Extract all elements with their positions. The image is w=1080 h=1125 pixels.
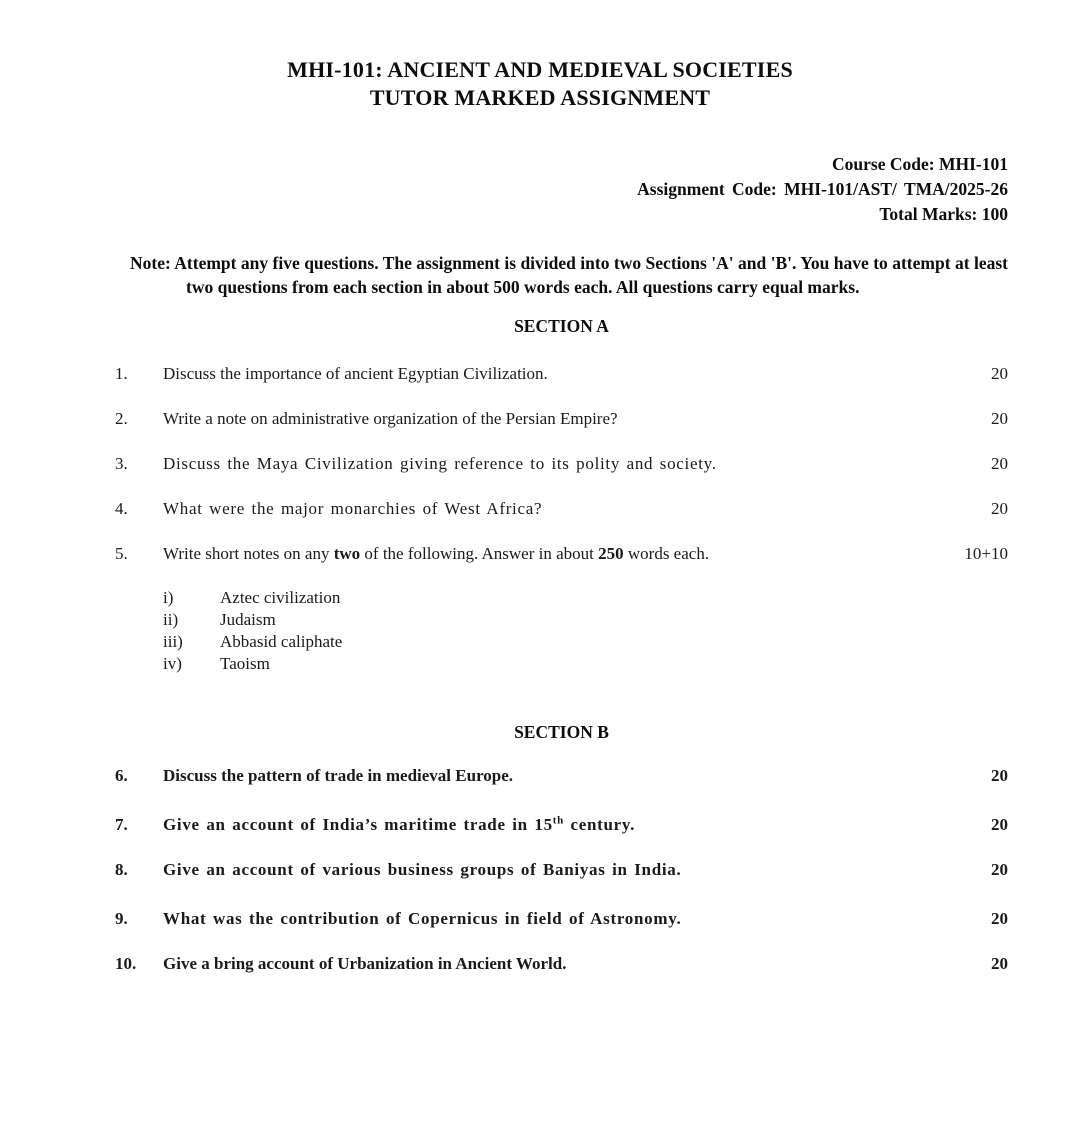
question-number: 1. [115, 363, 128, 383]
section-a-heading: SECTION A [514, 315, 609, 336]
question-row-3 [115, 452, 1008, 475]
question-marks: 20 [991, 765, 1008, 785]
question-text-part: words each. [623, 543, 710, 563]
question-row-2 [115, 407, 1008, 430]
question-number: 9. [115, 908, 128, 928]
question-row-4 [115, 497, 1008, 520]
subquestion-text: Abbasid caliphate [220, 631, 343, 651]
question-number: 8. [115, 859, 128, 879]
question-text-part: of the following. Answer in about [360, 543, 599, 563]
subquestion-row-ii [163, 609, 1008, 631]
question-number: 3. [115, 453, 128, 473]
note-label: Note: [130, 253, 171, 273]
question-text [163, 542, 950, 565]
subquestion-text: Taoism [220, 653, 270, 673]
question-text-part: Give an account of India’s maritime trade in 15 [163, 814, 553, 834]
question-marks: 20 [991, 453, 1008, 473]
question-5-sublist [163, 587, 1008, 675]
question-text: Discuss the Maya Civilization giving reference to its polity and society. [163, 453, 717, 473]
question-row-10 [115, 952, 1008, 975]
question-row-5 [115, 542, 1008, 565]
question-text: Give a bring account of Urbanization in Ancient World. [163, 953, 567, 973]
subquestion-row-iv [163, 653, 1008, 675]
question-number: 4. [115, 498, 128, 518]
question-marks: 20 [991, 908, 1008, 928]
question-text: Write a note on administrative organization of the Persian Empire? [163, 408, 618, 428]
subquestion-row-iii [163, 631, 1008, 653]
question-text-bold: two [333, 543, 361, 563]
question-text [163, 813, 950, 836]
question-marks: 10+10 [964, 543, 1008, 563]
note-paragraph [130, 251, 1008, 299]
question-number: 5. [115, 543, 128, 563]
subquestion-numeral: i) [163, 587, 174, 607]
meta-block [115, 152, 1008, 227]
question-marks: 20 [991, 498, 1008, 518]
question-row-8 [115, 858, 1008, 881]
section-b-heading: SECTION B [514, 721, 609, 742]
question-number: 6. [115, 765, 128, 785]
question-marks: 20 [991, 859, 1008, 879]
question-marks: 20 [991, 814, 1008, 834]
question-marks: 20 [991, 953, 1008, 973]
subquestion-text: Judaism [220, 609, 276, 629]
question-marks: 20 [991, 363, 1008, 383]
question-row-9 [115, 907, 1008, 930]
section-a-questions [115, 362, 1008, 675]
question-text: Discuss the importance of ancient Egyptian Civilization. [163, 363, 548, 383]
question-text-bold: 250 [598, 543, 624, 563]
title-line-1: MHI-101: ANCIENT AND MEDIEVAL SOCIETIES [287, 57, 793, 82]
section-b-questions [115, 764, 1008, 975]
subquestion-text: Aztec civilization [220, 587, 341, 607]
question-text: What was the contribution of Copernicus in field of Astronomy. [163, 908, 682, 928]
question-text-superscript: th [552, 813, 564, 826]
subquestion-row-i [163, 587, 1008, 609]
question-text-part: century. [563, 814, 636, 834]
question-number: 2. [115, 408, 128, 428]
question-text: Give an account of various business groups of Baniyas in India. [163, 859, 682, 879]
course-code: Course Code: MHI-101 [832, 154, 1008, 174]
question-text: What were the major monarchies of West Africa? [163, 498, 543, 518]
assignment-code: Assignment Code: MHI-101/AST/ TMA/2025-26 [637, 179, 1008, 199]
question-row-6 [115, 764, 1008, 787]
question-row-1 [115, 362, 1008, 385]
question-marks: 20 [991, 408, 1008, 428]
subquestion-numeral: iii) [163, 631, 183, 651]
document-title [0, 56, 1080, 112]
subquestion-numeral: iv) [163, 653, 182, 673]
question-text-part: Write short notes on any [163, 543, 334, 563]
question-number: 7. [115, 814, 128, 834]
total-marks: Total Marks: 100 [879, 204, 1008, 224]
question-text: Discuss the pattern of trade in medieval Europe. [163, 765, 514, 785]
question-number: 10. [115, 953, 137, 973]
title-line-2: TUTOR MARKED ASSIGNMENT [369, 85, 711, 110]
subquestion-numeral: ii) [163, 609, 179, 629]
note-text: Attempt any five questions. The assignment is divided into two Sections 'A' and 'B'. You have to attempt at least two questions from each section in about 500 words each. All questions carry equal marks. [174, 253, 1008, 297]
question-row-7 [115, 813, 1008, 836]
